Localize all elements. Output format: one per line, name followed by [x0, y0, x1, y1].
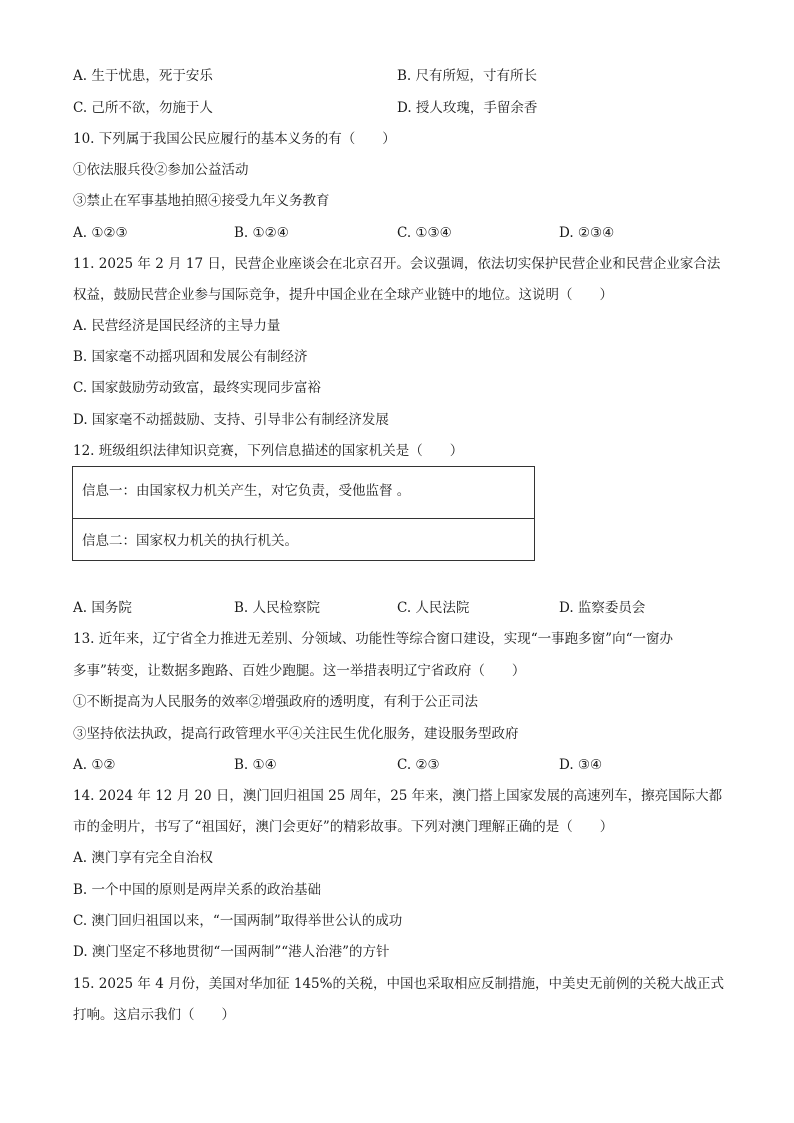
q10-item-line-2: ③禁止在军事基地拍照④接受九年义务教育: [73, 193, 330, 209]
q10-option-c: C. ①③④: [397, 225, 452, 241]
q13-option-b: B. ①④: [234, 757, 277, 773]
q12-info-divider: [73, 518, 534, 519]
q12-option-c: C. 人民法院: [397, 600, 470, 616]
q13-stem-line-1: 13. 近年来，辽宁省全力推进无差别、分领域、功能性等综合窗口建设，实现“一事跑多窗”向“一窗办: [73, 631, 673, 647]
q10-option-d: D. ②③④: [559, 225, 615, 241]
q13-item-line-2: ③坚持依法执政，提高行政管理水平④关注民生优化服务，建设服务型政府: [73, 726, 519, 742]
q11-option-b: B. 国家毫不动摇巩固和发展公有制经济: [73, 349, 308, 365]
q12-stem: 12. 班级组织法律知识竞赛，下列信息描述的国家机关是（ ）: [73, 443, 464, 459]
q9-option-c: C. 己所不欲，勿施于人: [73, 100, 213, 116]
q11-stem-line-1: 11. 2025 年 2 月 17 日，民营企业座谈会在北京召开。会议强调，依法切实保护民营企业和民营企业家合法: [73, 256, 721, 272]
q14-stem-line-2: 市的金明片，书写了“祖国好，澳门会更好”的精彩故事。下列对澳门理解正确的是（ ）: [73, 819, 614, 835]
q11-option-a: A. 民营经济是国民经济的主导力量: [73, 318, 281, 334]
q13-item-line-1: ①不断提高为人民服务的效率②增强政府的透明度，有利于公正司法: [73, 694, 478, 710]
q12-option-d: D. 监察委员会: [559, 600, 646, 616]
q11-option-d: D. 国家毫不动摇鼓励、支持、引导非公有制经济发展: [73, 412, 389, 428]
q10-option-a: A. ①②③: [73, 225, 128, 241]
q9-option-a: A. 生于忧患，死于安乐: [73, 68, 213, 84]
q11-option-c: C. 国家鼓励劳动致富，最终实现同步富裕: [73, 380, 321, 396]
q12-info-1: 信息一：由国家权力机关产生，对它负责，受他监督 。: [82, 483, 411, 499]
q9-option-d: D. 授人玫瑰，手留余香: [397, 100, 538, 116]
q11-stem-line-2: 权益，鼓励民营企业参与国际竞争，提升中国企业在全球产业链中的地位。这说明（ ）: [73, 287, 613, 303]
q13-option-a: A. ①②: [73, 757, 116, 773]
q14-option-d: D. 澳门坚定不移地贯彻“一国两制”“港人治港”的方针: [73, 944, 390, 960]
q13-stem-line-2: 多事”转变，让数据多跑路、百姓少跑腿。这一举措表明辽宁省政府（ ）: [73, 663, 526, 679]
q15-stem-line-2: 打响。这启示我们（ ）: [73, 1007, 235, 1023]
q13-option-c: C. ②③: [397, 757, 440, 773]
q10-item-line-1: ①依法服兵役②参加公益活动: [73, 162, 249, 178]
q10-option-b: B. ①②④: [234, 225, 289, 241]
q13-option-d: D. ③④: [559, 757, 603, 773]
q15-stem-line-1: 15. 2025 年 4 月份，美国对华加征 145%的关税，中国也采取相应反制措施，中美史无前例的关税大战正式: [73, 976, 724, 992]
q12-info-table: [72, 466, 535, 561]
q14-option-a: A. 澳门享有完全自治权: [73, 850, 213, 866]
q12-option-b: B. 人民检察院: [234, 600, 321, 616]
q9-option-b: B. 尺有所短，寸有所长: [397, 68, 538, 84]
q14-option-b: B. 一个中国的原则是两岸关系的政治基础: [73, 882, 322, 898]
q10-stem: 10. 下列属于我国公民应履行的基本义务的有（ ）: [73, 131, 396, 147]
q12-info-2: 信息二：国家权力机关的执行机关。: [82, 533, 298, 549]
q14-option-c: C. 澳门回归祖国以来，“一国两制”取得举世公认的成功: [73, 913, 403, 929]
q14-stem-line-1: 14. 2024 年 12 月 20 日，澳门回归祖国 25 周年，25 年来，澳门搭上国家发展的高速列车，擦亮国际大都: [73, 788, 723, 804]
q12-option-a: A. 国务院: [73, 600, 132, 616]
